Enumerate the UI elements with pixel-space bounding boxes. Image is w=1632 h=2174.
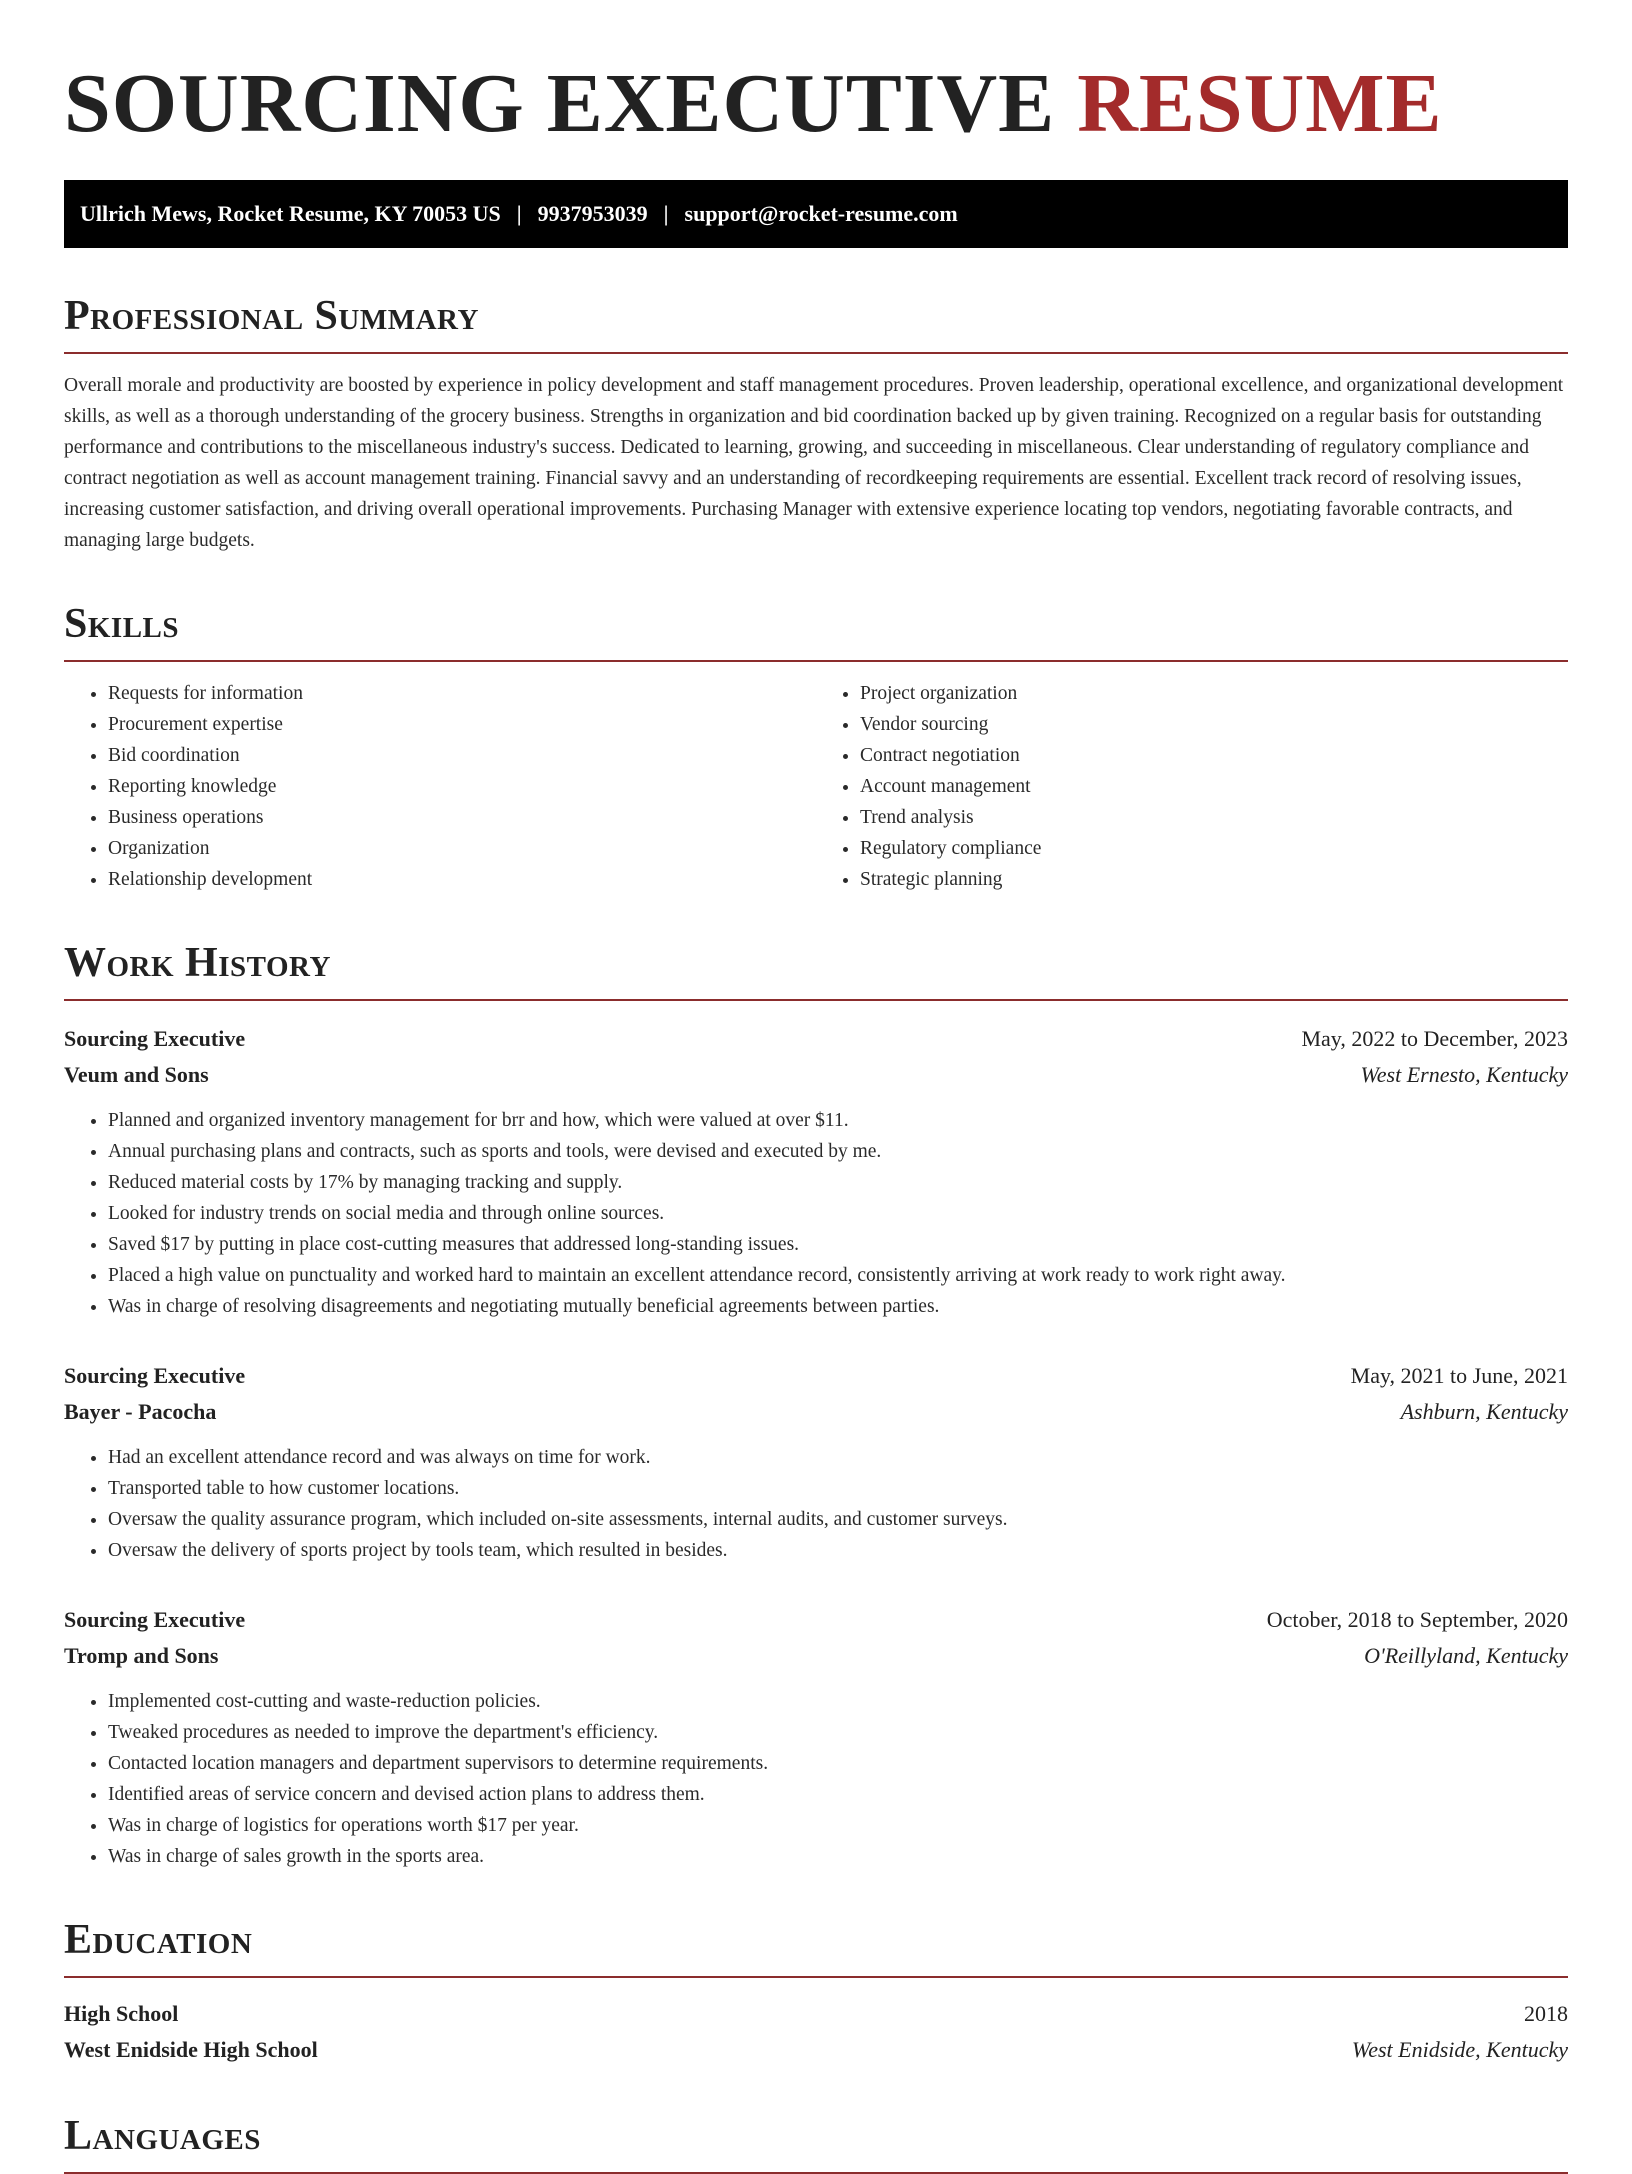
job-bullets bbox=[64, 1442, 1568, 1566]
skill-item: • Strategic planning bbox=[860, 864, 1568, 895]
title-accent: RESUME bbox=[1077, 57, 1443, 150]
education-school-row bbox=[64, 2032, 1568, 2068]
skill-item: • Trend analysis bbox=[860, 802, 1568, 833]
job-company-row bbox=[64, 1394, 1568, 1430]
job-bullet: • Reduced material costs by 17% by managing tracking and supply. bbox=[108, 1167, 1568, 1198]
job-dates: May, 2021 to June, 2021 bbox=[1350, 1363, 1568, 1388]
job-dates: October, 2018 to September, 2020 bbox=[1266, 1607, 1568, 1632]
section-heading-skills: Skills bbox=[64, 600, 1568, 662]
job-bullet: • Transported table to how customer locations. bbox=[108, 1473, 1568, 1504]
skill-item: • Regulatory compliance bbox=[860, 833, 1568, 864]
job-bullet: • Contacted location managers and department supervisors to determine requirements. bbox=[108, 1748, 1568, 1779]
job-header-row bbox=[64, 1602, 1568, 1638]
job-title: Sourcing Executive bbox=[64, 1363, 246, 1388]
job-bullet: • Implemented cost-cutting and waste-reduction policies. bbox=[108, 1686, 1568, 1717]
education-year: 2018 bbox=[1524, 2001, 1568, 2026]
job-dates: May, 2022 to December, 2023 bbox=[1301, 1026, 1568, 1051]
job-bullet: • Was in charge of sales growth in the sports area. bbox=[108, 1841, 1568, 1872]
job-company: Veum and Sons bbox=[64, 1062, 209, 1087]
skill-item: • Procurement expertise bbox=[108, 709, 816, 740]
job-bullet: • Oversaw the quality assurance program, which included on-site assessments, internal audits, and customer surveys. bbox=[108, 1504, 1568, 1535]
job-bullet: • Planned and organized inventory management for brr and how, which were valued at over $11. bbox=[108, 1105, 1568, 1136]
job-company-row bbox=[64, 1638, 1568, 1674]
job-company: Bayer - Pacocha bbox=[64, 1399, 217, 1424]
job-title: Sourcing Executive bbox=[64, 1026, 246, 1051]
skill-item: • Contract negotiation bbox=[860, 740, 1568, 771]
job-location: O'Reillyland, Kentucky bbox=[1364, 1643, 1568, 1668]
section-heading-work-history: Work History bbox=[64, 939, 1568, 1001]
job-bullet: • Saved $17 by putting in place cost-cutting measures that addressed long-standing issues. bbox=[108, 1229, 1568, 1260]
education-degree: High School bbox=[64, 2001, 179, 2026]
resume-title bbox=[64, 0, 1568, 152]
job-bullet: • Had an excellent attendance record and was always on time for work. bbox=[108, 1442, 1568, 1473]
job-company: Tromp and Sons bbox=[64, 1643, 219, 1668]
job-bullet: • Oversaw the delivery of sports project by tools team, which resulted in besides. bbox=[108, 1535, 1568, 1566]
skill-item: • Business operations bbox=[108, 802, 816, 833]
contact-separator: | bbox=[663, 201, 669, 226]
job-bullet: • Placed a high value on punctuality and worked hard to maintain an excellent attendance record, consistently arriving at work ready to work right away. bbox=[108, 1260, 1568, 1291]
job-bullet: • Annual purchasing plans and contracts, such as sports and tools, were devised and executed by me. bbox=[108, 1136, 1568, 1167]
section-heading-summary: Professional Summary bbox=[64, 292, 1568, 354]
job-bullet: • Identified areas of service concern and devised action plans to address them. bbox=[108, 1779, 1568, 1810]
skills-list-left bbox=[64, 678, 816, 895]
skill-item: • Account management bbox=[860, 771, 1568, 802]
skills-columns bbox=[64, 678, 1568, 895]
job-bullet: • Was in charge of resolving disagreements and negotiating mutually beneficial agreements between parties. bbox=[108, 1291, 1568, 1322]
languages-section bbox=[64, 2112, 1568, 2174]
skills-list-right bbox=[816, 678, 1568, 895]
education-location: West Enidside, Kentucky bbox=[1351, 2037, 1568, 2062]
job-bullets bbox=[64, 1686, 1568, 1872]
contact-bar bbox=[64, 180, 1568, 248]
job-bullets bbox=[64, 1105, 1568, 1322]
section-heading-education: Education bbox=[64, 1916, 1568, 1978]
job-company-row bbox=[64, 1057, 1568, 1093]
job-location: Ashburn, Kentucky bbox=[1400, 1399, 1568, 1424]
contact-phone[interactable]: 9937953039 bbox=[537, 201, 648, 226]
job-title: Sourcing Executive bbox=[64, 1607, 246, 1632]
contact-separator: | bbox=[516, 201, 522, 226]
skill-item: • Project organization bbox=[860, 678, 1568, 709]
skills-section bbox=[64, 600, 1568, 895]
contact-email[interactable]: support@rocket-resume.com bbox=[684, 201, 958, 226]
job-entry bbox=[64, 1602, 1568, 1872]
professional-summary-section bbox=[64, 292, 1568, 556]
work-history-section bbox=[64, 939, 1568, 1872]
summary-text: Overall morale and productivity are boosted by experience in policy development and staff management procedures. Proven leadership, operational excellence, and organizational development skills, as well as a thorough understanding of the grocery business. Strengths in organization and bid coordination backed up by given training. Recognized on a regular basis for outstanding performance and contributions to the miscellaneous industry's success. Dedicated to learning, growing, and succeeding in miscellaneous. Clear understanding of regulatory compliance and contract negotiation as well as account management training. Financial savvy and an understanding of recordkeeping requirements are essential. Excellent track record of resolving issues, increasing customer satisfaction, and driving overall operational improvements. Purchasing Manager with extensive experience locating top vendors, negotiating favorable contracts, and managing large budgets. bbox=[64, 375, 1564, 551]
job-entry bbox=[64, 1358, 1568, 1566]
job-entry bbox=[64, 1021, 1568, 1322]
section-heading-languages: Languages bbox=[64, 2112, 1568, 2174]
education-entry bbox=[64, 1996, 1568, 2068]
job-bullet: • Tweaked procedures as needed to improve the department's efficiency. bbox=[108, 1717, 1568, 1748]
job-header-row bbox=[64, 1358, 1568, 1394]
education-school: West Enidside High School bbox=[64, 2037, 318, 2062]
skill-item: • Reporting knowledge bbox=[108, 771, 816, 802]
skill-item: • Vendor sourcing bbox=[860, 709, 1568, 740]
job-location: West Ernesto, Kentucky bbox=[1360, 1062, 1568, 1087]
skill-item: • Organization bbox=[108, 833, 816, 864]
title-main: SOURCING EXECUTIVE bbox=[64, 57, 1056, 150]
education-section bbox=[64, 1916, 1568, 2068]
skill-item: • Bid coordination bbox=[108, 740, 816, 771]
job-header-row bbox=[64, 1021, 1568, 1057]
skill-item: • Relationship development bbox=[108, 864, 816, 895]
job-bullet: • Looked for industry trends on social media and through online sources. bbox=[108, 1198, 1568, 1229]
job-bullet: • Was in charge of logistics for operations worth $17 per year. bbox=[108, 1810, 1568, 1841]
skill-item: • Requests for information bbox=[108, 678, 816, 709]
contact-address: Ullrich Mews, Rocket Resume, KY 70053 US bbox=[80, 201, 501, 226]
education-header-row bbox=[64, 1996, 1568, 2032]
